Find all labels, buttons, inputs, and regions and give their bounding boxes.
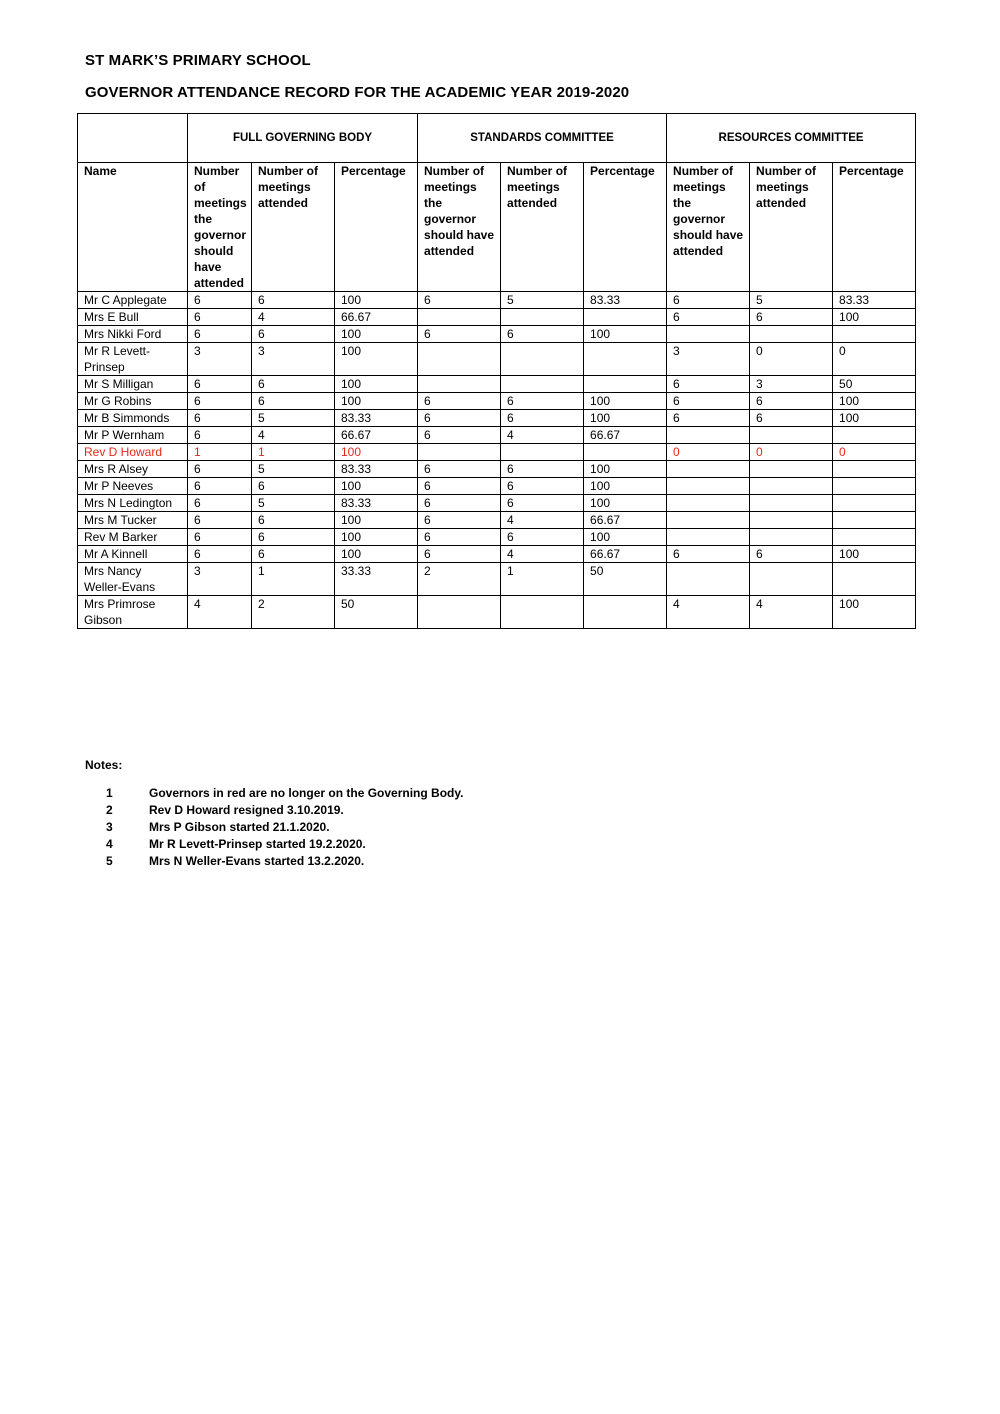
cell-res-attended [750, 326, 833, 343]
cell-res-percentage: 100 [833, 393, 916, 410]
cell-res-attended: 3 [750, 376, 833, 393]
cell-res-expected: 6 [667, 292, 750, 309]
note-text: Mrs P Gibson started 21.1.2020. [149, 820, 330, 834]
cell-fgb-attended: 5 [252, 495, 335, 512]
cell-std-percentage [584, 444, 667, 461]
cell-std-expected: 6 [418, 478, 501, 495]
cell-fgb-percentage: 100 [335, 343, 418, 376]
cell-fgb-attended: 1 [252, 444, 335, 461]
notes-heading: Notes: [85, 758, 123, 772]
cell-std-attended [501, 309, 584, 326]
cell-fgb-expected: 6 [188, 326, 252, 343]
cell-std-attended: 6 [501, 410, 584, 427]
cell-std-percentage: 100 [584, 495, 667, 512]
cell-name: Mr R Levett-Prinsep [78, 343, 188, 376]
cell-fgb-attended: 5 [252, 410, 335, 427]
cell-std-expected [418, 309, 501, 326]
cell-std-expected: 6 [418, 410, 501, 427]
column-header-res-percentage: Percentage [833, 163, 916, 292]
cell-res-attended: 6 [750, 546, 833, 563]
cell-std-expected: 6 [418, 393, 501, 410]
cell-fgb-percentage: 83.33 [335, 410, 418, 427]
cell-fgb-percentage: 100 [335, 393, 418, 410]
cell-std-percentage: 66.67 [584, 427, 667, 444]
note-number: 3 [106, 820, 113, 834]
cell-std-percentage: 100 [584, 393, 667, 410]
cell-fgb-percentage: 100 [335, 478, 418, 495]
cell-res-expected [667, 495, 750, 512]
table-row [78, 546, 916, 563]
cell-res-percentage: 100 [833, 596, 916, 629]
cell-std-expected: 6 [418, 512, 501, 529]
cell-name: Rev D Howard [78, 444, 188, 461]
cell-name: Mr S Milligan [78, 376, 188, 393]
cell-std-percentage: 100 [584, 529, 667, 546]
note-item [85, 853, 463, 870]
cell-res-attended: 4 [750, 596, 833, 629]
cell-name: Rev M Barker [78, 529, 188, 546]
note-text: Governors in red are no longer on the Governing Body. [149, 786, 464, 800]
cell-res-expected [667, 461, 750, 478]
table-row [78, 326, 916, 343]
cell-std-expected: 6 [418, 326, 501, 343]
table-row [78, 512, 916, 529]
cell-name: Mr A Kinnell [78, 546, 188, 563]
cell-res-expected: 6 [667, 393, 750, 410]
column-header-res-expected: Number of meetings the governor should have attended [667, 163, 750, 292]
note-item [85, 802, 463, 819]
cell-res-attended [750, 478, 833, 495]
cell-std-expected [418, 343, 501, 376]
cell-fgb-attended: 6 [252, 546, 335, 563]
cell-fgb-percentage: 83.33 [335, 461, 418, 478]
cell-fgb-percentage: 50 [335, 596, 418, 629]
cell-std-expected: 6 [418, 427, 501, 444]
cell-res-expected: 0 [667, 444, 750, 461]
cell-fgb-expected: 6 [188, 376, 252, 393]
cell-std-attended: 4 [501, 427, 584, 444]
cell-res-percentage: 83.33 [833, 292, 916, 309]
table-row [78, 376, 916, 393]
cell-fgb-percentage: 100 [335, 326, 418, 343]
cell-std-percentage [584, 309, 667, 326]
cell-std-attended: 4 [501, 512, 584, 529]
column-header-fgb-percentage: Percentage [335, 163, 418, 292]
cell-res-expected [667, 427, 750, 444]
cell-std-attended [501, 343, 584, 376]
cell-fgb-percentage: 100 [335, 292, 418, 309]
note-text: Mr R Levett-Prinsep started 19.2.2020. [149, 837, 366, 851]
cell-name: Mrs R Alsey [78, 461, 188, 478]
cell-res-percentage [833, 529, 916, 546]
cell-fgb-attended: 6 [252, 292, 335, 309]
cell-std-attended [501, 376, 584, 393]
cell-std-attended [501, 596, 584, 629]
group-header-standards-committee: STANDARDS COMMITTEE [418, 114, 667, 163]
cell-std-percentage: 50 [584, 563, 667, 596]
cell-fgb-percentage: 100 [335, 546, 418, 563]
table-row [78, 393, 916, 410]
cell-res-expected [667, 529, 750, 546]
cell-std-attended: 5 [501, 292, 584, 309]
cell-res-attended [750, 512, 833, 529]
cell-res-percentage: 100 [833, 410, 916, 427]
note-number: 1 [106, 786, 113, 800]
note-number: 2 [106, 803, 113, 817]
cell-res-attended: 6 [750, 393, 833, 410]
cell-std-attended: 6 [501, 393, 584, 410]
cell-res-attended [750, 461, 833, 478]
cell-fgb-attended: 6 [252, 393, 335, 410]
cell-res-attended: 0 [750, 444, 833, 461]
cell-fgb-attended: 4 [252, 427, 335, 444]
cell-res-expected: 3 [667, 343, 750, 376]
note-item [85, 836, 463, 853]
table-row [78, 495, 916, 512]
column-header-std-expected: Number of meetings the governor should have attended [418, 163, 501, 292]
cell-res-expected [667, 512, 750, 529]
note-item [85, 785, 463, 802]
cell-std-percentage [584, 596, 667, 629]
table-row [78, 292, 916, 309]
cell-std-expected [418, 596, 501, 629]
cell-fgb-percentage: 100 [335, 529, 418, 546]
cell-std-attended: 6 [501, 478, 584, 495]
table-row [78, 478, 916, 495]
cell-fgb-percentage: 66.67 [335, 427, 418, 444]
column-header-row [78, 163, 916, 292]
attendance-table-body [78, 292, 916, 629]
cell-res-attended [750, 427, 833, 444]
cell-std-expected: 2 [418, 563, 501, 596]
cell-res-percentage [833, 427, 916, 444]
attendance-table [77, 113, 916, 629]
column-header-std-percentage: Percentage [584, 163, 667, 292]
cell-fgb-expected: 6 [188, 478, 252, 495]
cell-name: Mrs E Bull [78, 309, 188, 326]
cell-res-expected [667, 326, 750, 343]
note-number: 5 [106, 854, 113, 868]
school-name: ST MARK’S PRIMARY SCHOOL [85, 52, 311, 69]
cell-res-expected: 6 [667, 376, 750, 393]
group-header-blank [78, 114, 188, 163]
note-item [85, 819, 463, 836]
cell-fgb-percentage: 33.33 [335, 563, 418, 596]
cell-res-expected: 4 [667, 596, 750, 629]
cell-res-attended: 6 [750, 410, 833, 427]
cell-fgb-expected: 6 [188, 292, 252, 309]
cell-name: Mr C Applegate [78, 292, 188, 309]
cell-fgb-attended: 2 [252, 596, 335, 629]
cell-res-percentage: 0 [833, 444, 916, 461]
cell-res-attended: 6 [750, 309, 833, 326]
cell-res-expected [667, 563, 750, 596]
cell-std-attended: 1 [501, 563, 584, 596]
cell-fgb-attended: 6 [252, 376, 335, 393]
cell-res-percentage [833, 461, 916, 478]
cell-res-percentage [833, 512, 916, 529]
cell-fgb-percentage: 66.67 [335, 309, 418, 326]
table-row [78, 563, 916, 596]
cell-fgb-attended: 6 [252, 326, 335, 343]
column-header-fgb-expected: Number of meetings the governor should have attended [188, 163, 252, 292]
cell-std-percentage: 83.33 [584, 292, 667, 309]
cell-fgb-expected: 6 [188, 410, 252, 427]
table-row [78, 343, 916, 376]
table-row [78, 444, 916, 461]
cell-std-expected: 6 [418, 292, 501, 309]
cell-res-percentage: 100 [833, 546, 916, 563]
cell-res-percentage [833, 563, 916, 596]
cell-name: Mr P Neeves [78, 478, 188, 495]
cell-std-attended: 6 [501, 461, 584, 478]
table-row [78, 529, 916, 546]
cell-std-expected: 6 [418, 495, 501, 512]
table-row [78, 461, 916, 478]
cell-res-percentage [833, 495, 916, 512]
cell-std-percentage [584, 343, 667, 376]
cell-std-attended: 4 [501, 546, 584, 563]
cell-fgb-expected: 6 [188, 529, 252, 546]
cell-res-attended [750, 529, 833, 546]
cell-std-percentage: 100 [584, 461, 667, 478]
cell-std-expected: 6 [418, 529, 501, 546]
cell-name: Mr B Simmonds [78, 410, 188, 427]
table-row [78, 309, 916, 326]
cell-name: Mrs Nikki Ford [78, 326, 188, 343]
cell-std-percentage: 66.67 [584, 512, 667, 529]
cell-std-expected: 6 [418, 461, 501, 478]
cell-res-percentage: 0 [833, 343, 916, 376]
cell-name: Mrs Nancy Weller-Evans [78, 563, 188, 596]
table-row [78, 427, 916, 444]
column-header-res-attended: Number of meetings attended [750, 163, 833, 292]
cell-std-percentage: 100 [584, 410, 667, 427]
cell-std-percentage: 100 [584, 478, 667, 495]
cell-res-percentage [833, 478, 916, 495]
note-text: Mrs N Weller-Evans started 13.2.2020. [149, 854, 365, 868]
cell-fgb-percentage: 100 [335, 376, 418, 393]
cell-res-attended: 5 [750, 292, 833, 309]
cell-std-attended: 6 [501, 326, 584, 343]
cell-fgb-expected: 4 [188, 596, 252, 629]
column-header-std-attended: Number of meetings attended [501, 163, 584, 292]
cell-res-attended [750, 563, 833, 596]
table-row [78, 596, 916, 629]
cell-res-expected: 6 [667, 410, 750, 427]
cell-name: Mr G Robins [78, 393, 188, 410]
column-header-fgb-attended: Number of meetings attended [252, 163, 335, 292]
note-text: Rev D Howard resigned 3.10.2019. [149, 803, 344, 817]
cell-name: Mr P Wernham [78, 427, 188, 444]
notes-list [85, 785, 463, 870]
cell-fgb-percentage: 100 [335, 512, 418, 529]
cell-fgb-percentage: 83.33 [335, 495, 418, 512]
group-header-resources-committee: RESOURCES COMMITTEE [667, 114, 916, 163]
table-row [78, 410, 916, 427]
cell-std-percentage: 100 [584, 326, 667, 343]
cell-fgb-attended: 6 [252, 529, 335, 546]
cell-fgb-expected: 3 [188, 343, 252, 376]
cell-res-percentage: 100 [833, 309, 916, 326]
cell-fgb-expected: 6 [188, 309, 252, 326]
cell-std-attended: 6 [501, 529, 584, 546]
cell-std-expected [418, 376, 501, 393]
cell-fgb-expected: 1 [188, 444, 252, 461]
cell-res-attended: 0 [750, 343, 833, 376]
cell-fgb-expected: 6 [188, 461, 252, 478]
cell-name: Mrs N Ledington [78, 495, 188, 512]
note-number: 4 [106, 837, 113, 851]
column-header-name: Name [78, 163, 188, 292]
cell-fgb-attended: 3 [252, 343, 335, 376]
cell-res-expected [667, 478, 750, 495]
cell-fgb-expected: 6 [188, 546, 252, 563]
cell-fgb-expected: 3 [188, 563, 252, 596]
cell-std-expected [418, 444, 501, 461]
cell-fgb-percentage: 100 [335, 444, 418, 461]
cell-fgb-expected: 6 [188, 495, 252, 512]
cell-std-attended [501, 444, 584, 461]
cell-fgb-expected: 6 [188, 393, 252, 410]
cell-std-percentage [584, 376, 667, 393]
cell-fgb-expected: 6 [188, 512, 252, 529]
group-header-row [78, 114, 916, 163]
group-header-full-governing-body: FULL GOVERNING BODY [188, 114, 418, 163]
cell-fgb-attended: 6 [252, 478, 335, 495]
cell-name: Mrs M Tucker [78, 512, 188, 529]
cell-std-expected: 6 [418, 546, 501, 563]
cell-std-percentage: 66.67 [584, 546, 667, 563]
cell-res-percentage [833, 326, 916, 343]
cell-name: Mrs Primrose Gibson [78, 596, 188, 629]
cell-std-attended: 6 [501, 495, 584, 512]
cell-fgb-expected: 6 [188, 427, 252, 444]
cell-res-expected: 6 [667, 309, 750, 326]
cell-res-percentage: 50 [833, 376, 916, 393]
cell-fgb-attended: 5 [252, 461, 335, 478]
cell-fgb-attended: 6 [252, 512, 335, 529]
cell-res-expected: 6 [667, 546, 750, 563]
cell-res-attended [750, 495, 833, 512]
cell-fgb-attended: 1 [252, 563, 335, 596]
record-title: GOVERNOR ATTENDANCE RECORD FOR THE ACADEMIC YEAR 2019-2020 [85, 84, 630, 101]
cell-fgb-attended: 4 [252, 309, 335, 326]
